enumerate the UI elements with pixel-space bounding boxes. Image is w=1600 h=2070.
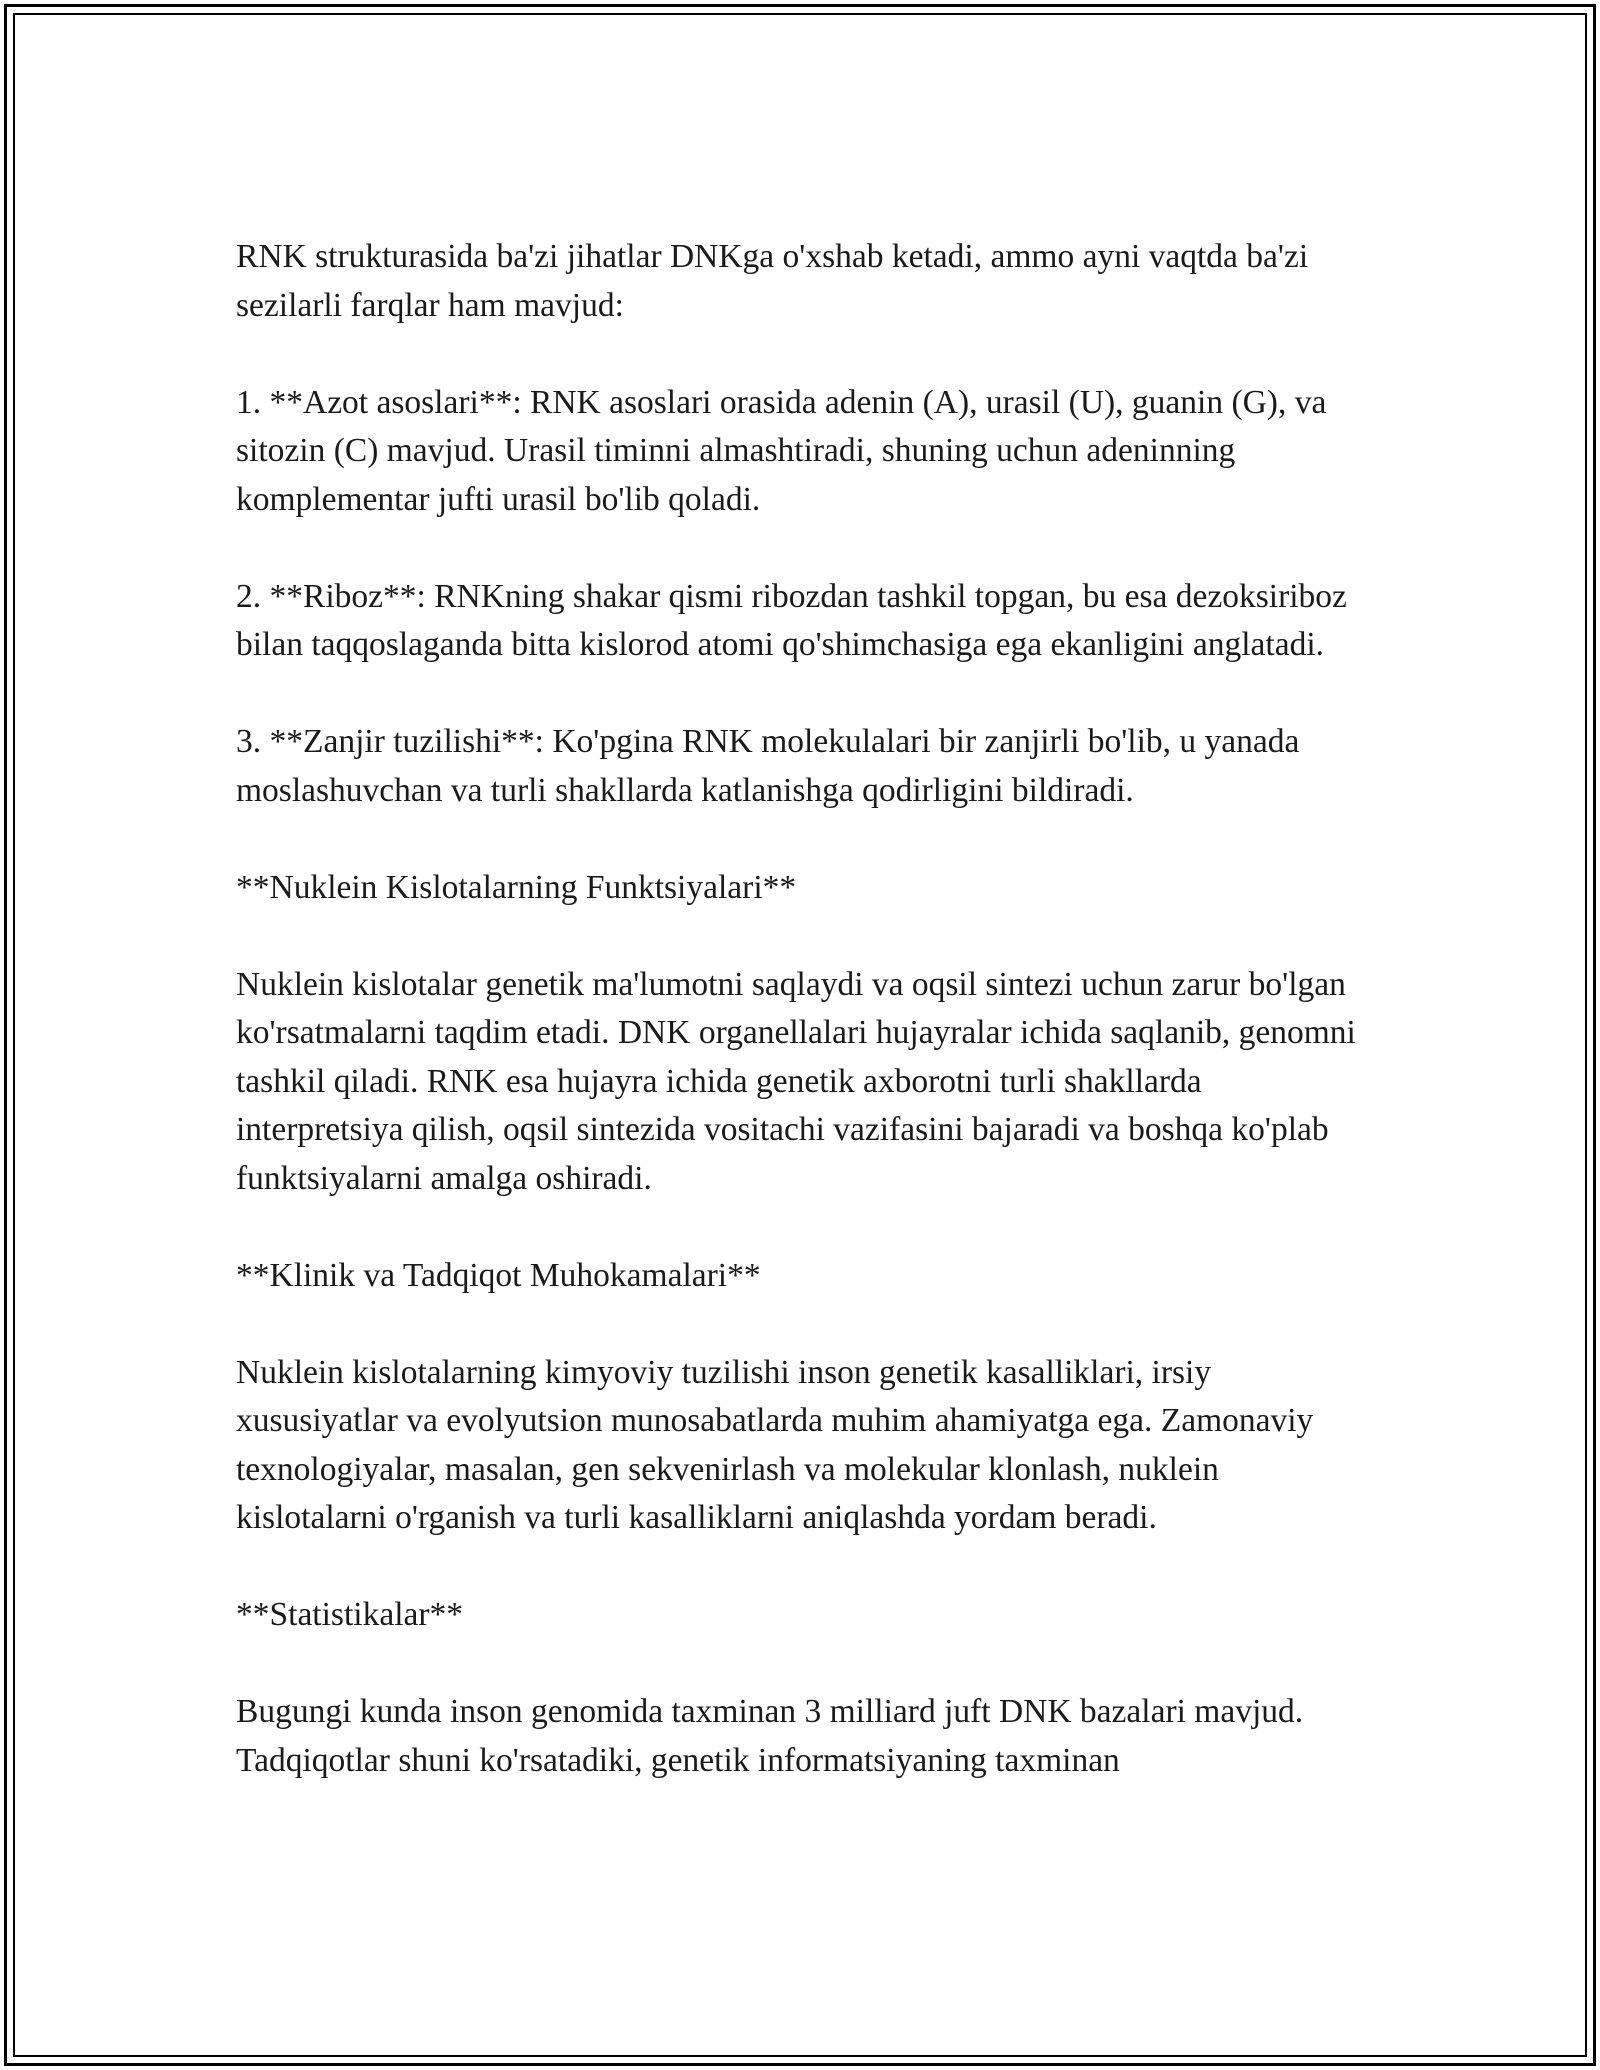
intro-paragraph: RNK strukturasida ba'zi jihatlar DNKga o'xshab ketadi, ammo ayni vaqtda ba'zi sezilarli farqlar ham mavjud: bbox=[236, 238, 1309, 324]
list-item-zanjir-tuzilishi: 3. **Zanjir tuzilishi**: Ko'pgina RNK molekulalari bir zanjirli bo'lib, u yanada moslashuvchan va turli shakllarda katlanishga qodirligini bildiradi. bbox=[236, 723, 1300, 809]
functions-paragraph: Nuklein kislotalar genetik ma'lumotni saqlaydi va oqsil sintezi uchun zarur bo'lgan ko'rsatmalarni taqdim etadi. DNK organellalari hujayralar ichida saqlanib, genomni tashkil qiladi. RNK esa hujayra ichida genetik axborotni turli shakllarda interpretsiya qilish, oqsil sintezida vositachi vazifasini bajaradi va boshqa ko'plab funktsiyalarni amalga oshiradi. bbox=[236, 965, 1356, 1197]
list-item-azot-asoslari: 1. **Azot asoslari**: RNK asoslari orasida adenin (A), urasil (U), guanin (G), va sitozin (C) mavjud. Urasil timinni almashtiradi, shuning uchun adeninning komplementar jufti urasil bo'lib qoladi. bbox=[236, 383, 1327, 518]
clinical-paragraph: Nuklein kislotalarning kimyoviy tuzilishi inson genetik kasalliklari, irsiy xususiyatlar va evolyutsion munosabatlarda muhim ahamiyatga ega. Zamonaviy texnologiyalar, masalan, gen sekvenirlash va molekular klonlash, nuklein kislotalarni o'rganish va turli kasalliklarni aniqlashda yordam beradi. bbox=[236, 1353, 1314, 1536]
list-item-riboz: 2. **Riboz**: RNKning shakar qismi ribozdan tashkil topgan, bu esa dezoksiriboz bilan taqqoslaganda bitta kislorod atomi qo'shimchasiga ega ekanligini anglatadi. bbox=[236, 577, 1347, 663]
statistics-paragraph: Bugungi kunda inson genomida taxminan 3 milliard juft DNK bazalari mavjud. Tadqiqotlar shuni ko'rsatadiki, genetik informatsiyaning taxminan bbox=[236, 1693, 1304, 1779]
section-heading-statistikalar: **Statistikalar** bbox=[236, 1596, 464, 1633]
section-heading-funktsiyalari: **Nuklein Kislotalarning Funktsiyalari** bbox=[236, 868, 797, 906]
document-body bbox=[236, 233, 1366, 1785]
section-heading-klinik: **Klinik va Tadqiqot Muhokamalari** bbox=[236, 1256, 761, 1294]
